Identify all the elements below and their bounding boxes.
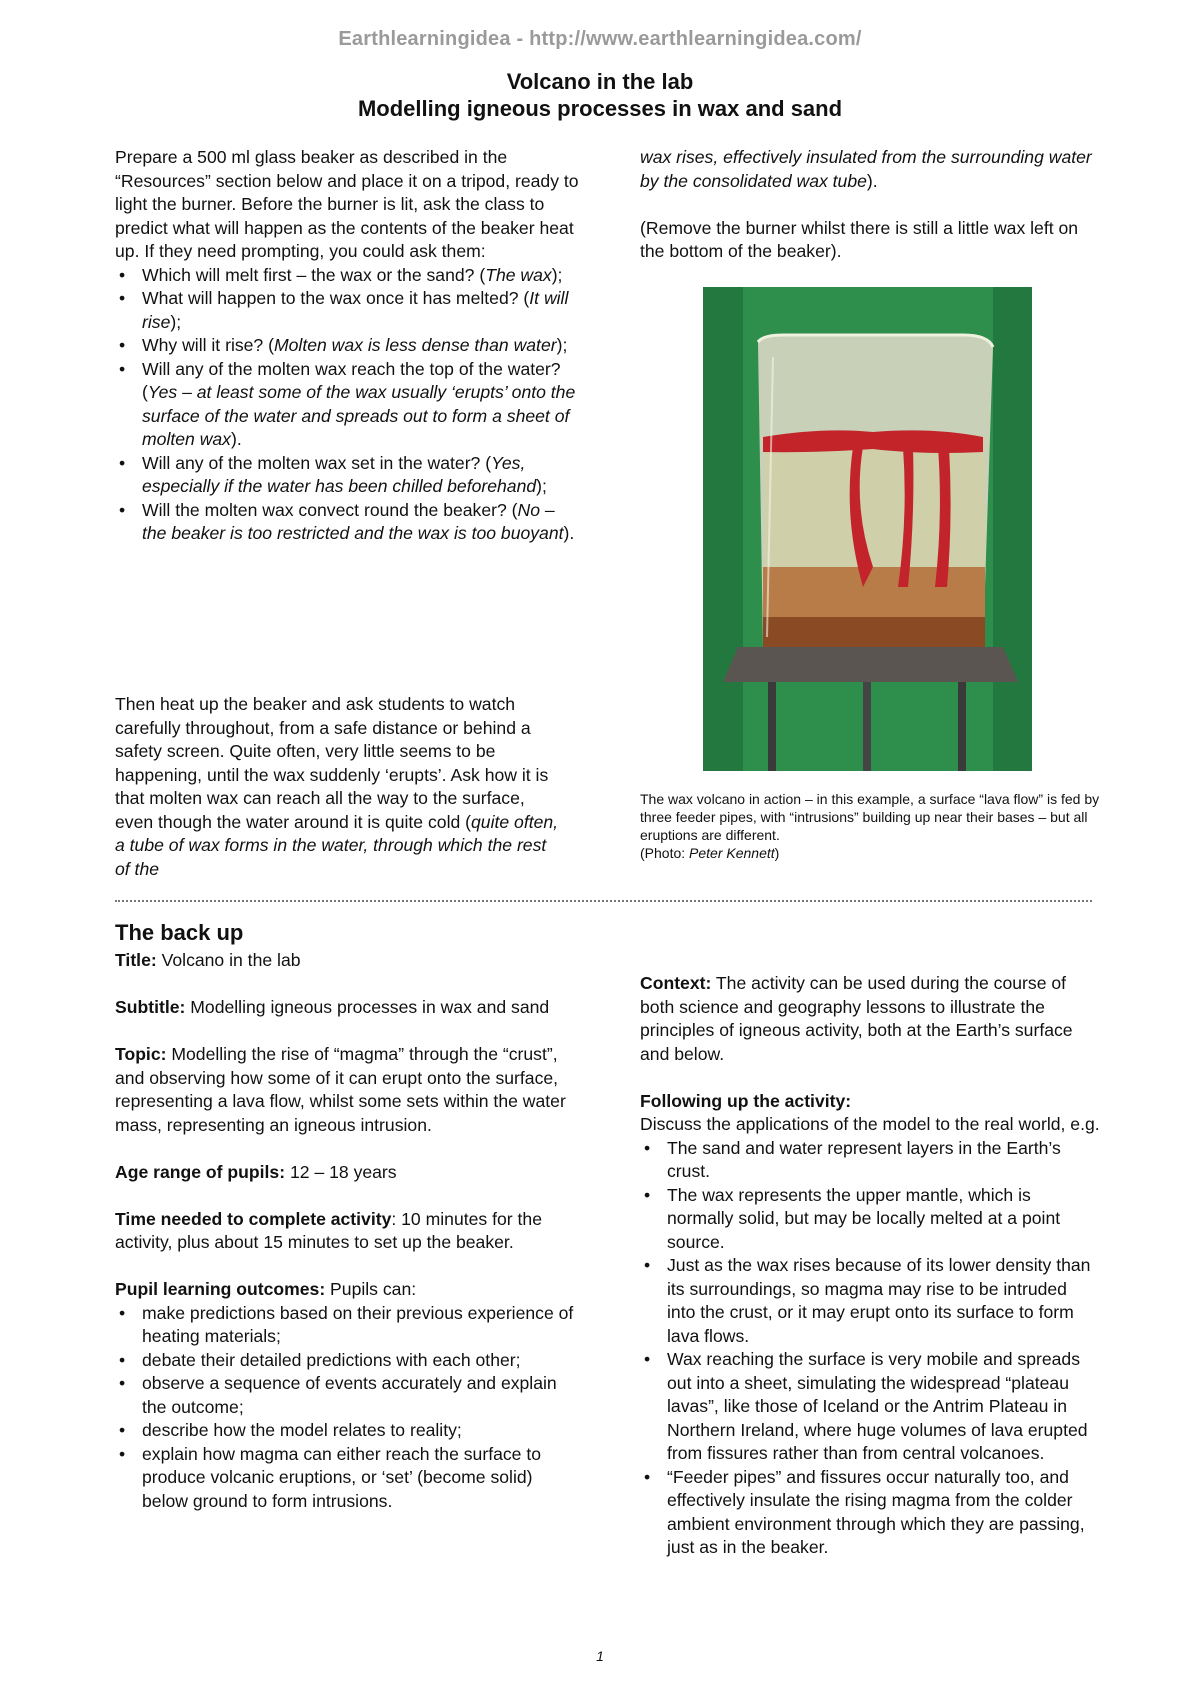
- backup-time-needed: Time needed to complete activity: 10 minutes for the activity, plus about 15 minutes to set up the beaker.: [115, 1208, 542, 1252]
- followup-heading: Following up the activity:: [640, 1090, 852, 1111]
- followup-intro: Discuss the applications of the model to the real world, e.g.: [640, 1114, 1100, 1134]
- photo-caption: [640, 790, 1110, 862]
- backup-topic: Topic: Modelling the rise of “magma” through the “crust”, and observing how some of it can erupt onto the surface, representing a lava flow, whilst some sets within the water mass, representing an igneous intrusion.: [115, 1044, 566, 1135]
- backup-left-column: [115, 949, 581, 1513]
- heat-paragraph: Then heat up the beaker and ask students to watch carefully throughout, from a safe distance or behind a safety screen. Quite often, very little seems to be happening, until the wax suddenly ‘erupts’. Ask how it is that molten wax can reach all the way to the surface, even though the water around it is quite cold (: [115, 694, 549, 832]
- document-title-block: [0, 68, 1200, 122]
- list-item: • What will happen to the wax once it has melted? (It will rise);: [115, 287, 581, 334]
- heat-paragraph-part1: Then heat up the beaker and ask students to watch carefully throughout, from a safe distance or behind a safety screen. Quite often, very little seems to be happening, until the wax suddenly ‘erupts’. Ask how it is that molten wax can reach all the way to the surface, even though the water around it is quite cold (quite often, a tube of wax forms in the water, through which the rest of the: [115, 694, 559, 879]
- list-item: • explain how magma can either reach the surface to produce volcanic eruptions, or ‘set’ (become solid) below ground to form intrusions.: [115, 1443, 581, 1514]
- list-item: • Just as the wax rises because of its lower density than its surroundings, so magma may rise to be intruded into the crust, or it may erupt onto its surface to form lava flows.: [640, 1254, 1100, 1348]
- list-item: • observe a sequence of events accurately and explain the outcome;: [115, 1372, 581, 1419]
- list-item: • Will any of the molten wax reach the top of the water? (Yes – at least some of the wax usually ‘erupts’ onto the surface of the water and spreads out to form a sheet of molten wax).: [115, 358, 581, 452]
- list-item: • The sand and water represent layers in the Earth’s crust.: [640, 1137, 1100, 1184]
- backup-subtitle: Subtitle: Modelling igneous processes in wax and sand: [115, 997, 550, 1017]
- outcomes-list: [115, 1302, 581, 1514]
- right-top-column: wax rises, effectively insulated from the surrounding water by the consolidated wax tube). (Remove the burner whilst there is still a little wax left on the bottom of the beaker).: [640, 146, 1100, 264]
- wax-volcano-photo: [703, 287, 1032, 771]
- page-header: Earthlearningidea - http://www.earthlearningidea.com/: [338, 28, 862, 50]
- page-number: 1: [596, 1648, 604, 1664]
- prediction-questions-list: [115, 264, 581, 546]
- list-item: • The wax represents the upper mantle, which is normally solid, but may be locally melted at a point source.: [640, 1184, 1100, 1255]
- list-item: • debate their detailed predictions with each other;: [115, 1349, 581, 1373]
- document-title: Volcano in the lab: [506, 69, 694, 94]
- photo-credit: (Photo: Peter Kennett): [640, 845, 780, 861]
- backup-heading: The back up: [115, 920, 244, 945]
- list-item: • Will any of the molten wax set in the water? (Yes, especially if the water has been chilled beforehand);: [115, 452, 581, 499]
- list-item: • Will the molten wax convect round the beaker? (No – the beaker is too restricted and the wax is too buoyant).: [115, 499, 581, 546]
- list-item: • describe how the model relates to reality;: [115, 1419, 581, 1443]
- followup-list: [640, 1137, 1100, 1560]
- intro-paragraph: Prepare a 500 ml glass beaker as described in the “Resources” section below and place it on a tripod, ready to light the burner. Before the burner is lit, ask the class to predict what will happen as the contents of the beaker heat up. If they need prompting, you could ask them:: [115, 147, 579, 261]
- list-item: • Which will melt first – the wax or the sand? (The wax);: [115, 264, 581, 288]
- list-item: • Why will it rise? (Molten wax is less dense than water);: [115, 334, 581, 358]
- backup-outcomes: Pupil learning outcomes: Pupils can:: [115, 1279, 417, 1299]
- remove-burner-paragraph: (Remove the burner whilst there is still a little wax left on the bottom of the beaker).: [640, 217, 1079, 261]
- list-item: • Wax reaching the surface is very mobile and spreads out into a sheet, simulating the widespread “plateau lavas”, like those of Iceland or the Antrim Plateau in Northern Ireland, where huge volumes of lava erupted from fissures rather than from central volcanoes.: [640, 1348, 1100, 1466]
- intro-column: [115, 146, 581, 546]
- list-item: • make predictions based on their previous experience of heating materials;: [115, 1302, 581, 1349]
- backup-right-column: [640, 972, 1100, 1560]
- section-divider: [115, 900, 1092, 902]
- caption-text: The wax volcano in action – in this example, a surface “lava flow” is fed by three feeder pipes, with “intrusions” building up near their bases – but all eruptions are different.: [640, 791, 1100, 843]
- backup-age-range: Age range of pupils: 12 – 18 years: [115, 1161, 397, 1182]
- list-item: • “Feeder pipes” and fissures occur naturally too, and effectively insulate the rising magma from the colder ambient environment through which they are passing, just as in the beaker.: [640, 1466, 1100, 1560]
- backup-context: Context: The activity can be used during the course of both science and geography lessons to illustrate the principles of igneous activity, both at the Earth’s surface and below.: [640, 973, 1073, 1064]
- document-subtitle: Modelling igneous processes in wax and sand: [357, 96, 843, 121]
- backup-title: Title: Volcano in the lab: [115, 950, 301, 970]
